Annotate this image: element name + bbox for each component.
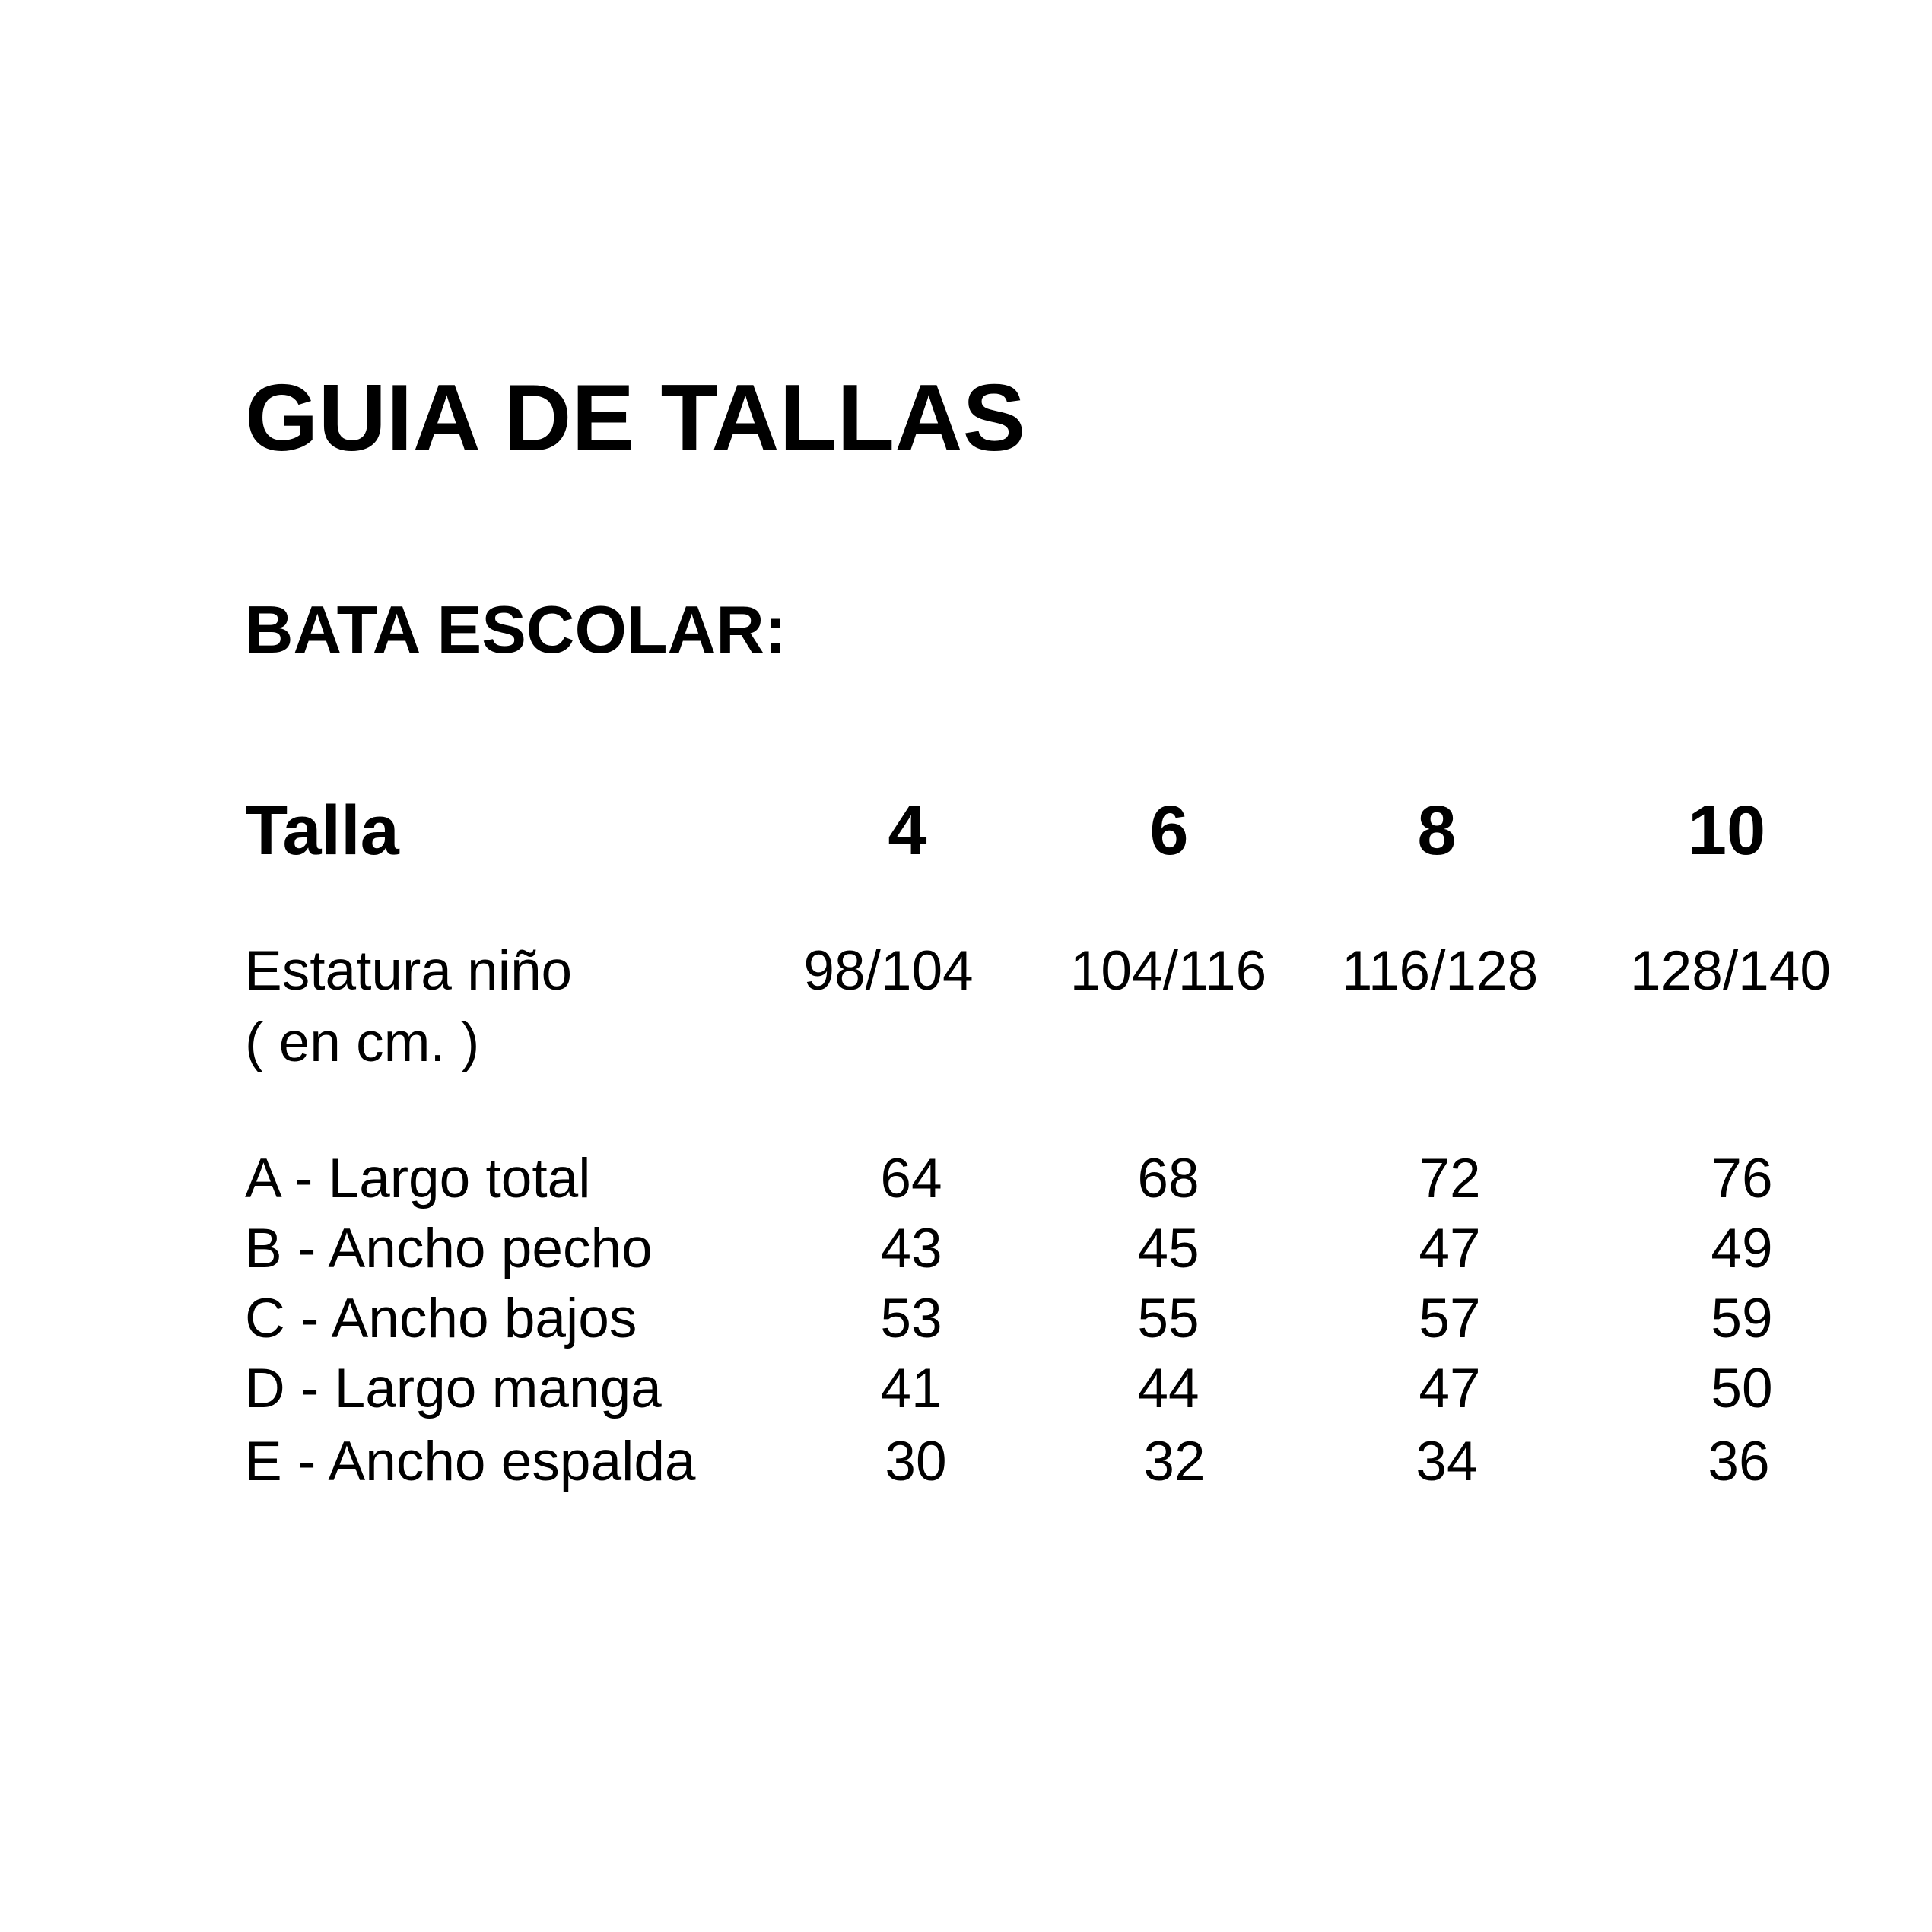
section-title: BATA ESCOLAR: <box>245 592 787 667</box>
header-label: Talla <box>245 792 399 869</box>
size-header: 10 <box>1687 792 1766 869</box>
table-cell: 64 <box>880 1148 942 1209</box>
row-label: E - Ancho espalda <box>245 1431 696 1492</box>
table-cell: 68 <box>1137 1148 1200 1209</box>
height-unit-label: ( en cm. ) <box>245 1012 480 1073</box>
table-cell: 44 <box>1137 1358 1200 1419</box>
table-cell: 47 <box>1419 1218 1481 1279</box>
table-cell: 72 <box>1419 1148 1481 1209</box>
row-label: A - Largo total <box>245 1148 591 1209</box>
height-value: 98/104 <box>803 940 974 1002</box>
table-cell: 41 <box>880 1358 942 1419</box>
table-cell: 47 <box>1419 1358 1481 1419</box>
page-title: GUIA DE TALLAS <box>245 366 1026 471</box>
table-cell: 32 <box>1143 1431 1206 1492</box>
height-value: 116/128 <box>1341 940 1539 1002</box>
table-cell: 76 <box>1711 1148 1773 1209</box>
row-label: C - Ancho bajos <box>245 1288 637 1349</box>
table-cell: 57 <box>1419 1288 1481 1349</box>
height-label: Estatura niño <box>245 940 573 1002</box>
row-label: D - Largo manga <box>245 1358 662 1419</box>
table-cell: 49 <box>1711 1218 1773 1279</box>
table-cell: 53 <box>880 1288 942 1349</box>
table-cell: 30 <box>885 1431 947 1492</box>
table-cell: 50 <box>1711 1358 1773 1419</box>
table-cell: 34 <box>1416 1431 1478 1492</box>
size-header: 4 <box>888 792 927 869</box>
height-value: 104/116 <box>1069 940 1267 1002</box>
height-value: 128/140 <box>1630 940 1831 1002</box>
table-cell: 55 <box>1137 1288 1200 1349</box>
size-header: 8 <box>1417 792 1457 869</box>
table-cell: 43 <box>880 1218 942 1279</box>
table-cell: 36 <box>1708 1431 1770 1492</box>
table-cell: 59 <box>1711 1288 1773 1349</box>
table-cell: 45 <box>1137 1218 1200 1279</box>
row-label: B - Ancho pecho <box>245 1218 653 1279</box>
size-header: 6 <box>1149 792 1189 869</box>
